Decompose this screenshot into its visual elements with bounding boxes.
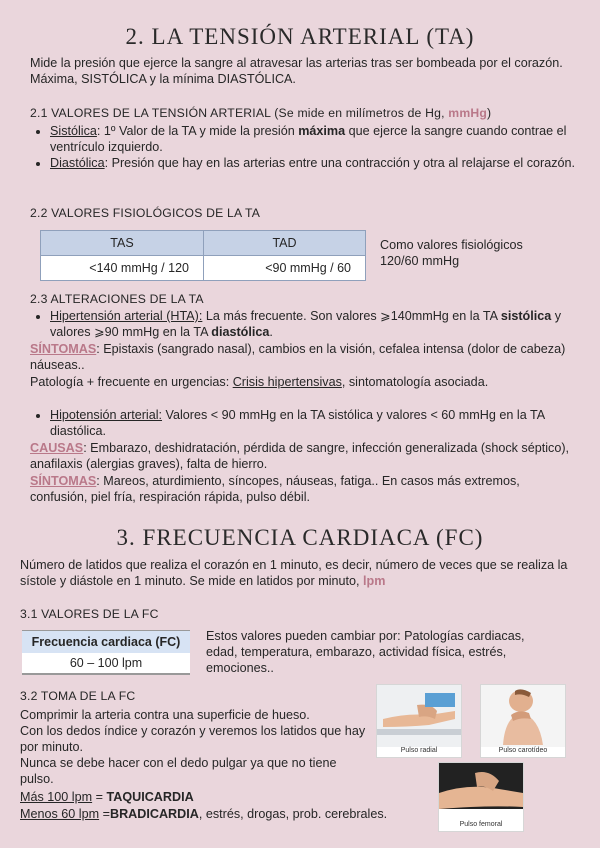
toma-line-2: Con los dedos índice y corazón y veremos los latidos que hay por minuto. <box>20 724 366 754</box>
table-note: Como valores fisiológicos 120/60 mmHg <box>380 238 523 268</box>
photo-pulso-radial <box>376 684 462 758</box>
bradicardia-line <box>20 806 450 822</box>
photo-pulso-carotideo <box>480 684 566 758</box>
hipo-sintomas <box>30 473 570 505</box>
table-cell-tas: <140 mmHg / 120 <box>41 256 204 281</box>
s22-title: 2.2 VALORES FISIOLÓGICOS DE LA TA <box>30 206 261 220</box>
femoral-pulse-image <box>439 763 523 821</box>
hta-text2: y valores ⩾90 mmHg en la TA <box>50 309 562 339</box>
list-item-diastolica <box>50 155 580 171</box>
s31-title: 3.1 VALORES DE LA FC <box>20 607 159 621</box>
diastolica-text: : Presión que hay en las arterias entre una contracción y otra al relajarse el corazón. <box>104 156 576 170</box>
s21-title <box>30 106 580 120</box>
taquicardia-label: TAQUICARDIA <box>106 790 194 804</box>
toma-text <box>20 707 370 787</box>
hta-sintomas <box>30 341 570 373</box>
fc-intro <box>20 557 580 589</box>
fc-table-header: Frecuencia cardiaca (FC) <box>22 631 190 653</box>
sistolica-text2: que ejerce la sangre cuando contrae el ventrículo izquierdo. <box>50 124 567 154</box>
diastolica-term: Diastólica <box>50 156 105 170</box>
fc-values-table <box>22 630 190 675</box>
fc-intro-text: Número de latidos que realiza el corazón en 1 minuto, es decir, número de veces que se realiza la sístole y diástole en 1 minuto. Se mide en latidos por minuto, <box>20 558 568 588</box>
table-header-tas: TAS <box>41 231 204 256</box>
caption-pulso-carotideo: Pulso carotídeo <box>498 747 548 754</box>
toma-line-1: Comprimir la arteria contra una superficie de hueso. <box>20 708 310 722</box>
s32-title: 3.2 TOMA DE LA FC <box>20 689 136 703</box>
ta-values-list <box>30 123 580 171</box>
fc-unit: lpm <box>363 574 386 588</box>
urgencias-line <box>30 374 575 390</box>
table-cell-tad: <90 mmHg / 60 <box>204 256 366 281</box>
sintomas-label: SÍNTOMAS <box>30 342 97 356</box>
s21-close: ) <box>487 106 492 120</box>
causas-label: CAUSAS <box>30 441 84 455</box>
s21-unit: mmHg <box>448 106 488 120</box>
carotid-pulse-image <box>481 685 565 747</box>
hta-sintomas-text: : Epistaxis (sangrado nasal), cambios en la visión, cefalea intensa (dolor de cabeza) náuseas.. <box>30 342 566 372</box>
hta-list <box>30 308 590 340</box>
hipo-sintomas-text: : Mareos, aturdimiento, síncopes, náuseas, fatiga.. En casos más extremos, confusión, piel fría, respiración rápida, pulso débil. <box>30 474 520 504</box>
urgencias-text2: , sintomatología asociada. <box>341 375 489 389</box>
hta-bold1: sistólica <box>500 309 552 323</box>
crisis-hipertensivas: Crisis hipertensivas <box>232 375 342 389</box>
table-header-tad: TAD <box>204 231 366 256</box>
bradicardia-text: , estrés, drogas, prob. cerebrales. <box>198 807 388 821</box>
hipotension-term: Hipotensión arterial: <box>50 408 163 422</box>
hta-term: Hipertensión arterial (HTA): <box>50 309 203 323</box>
taquicardia-line <box>20 789 440 805</box>
hta-text3: . <box>269 325 273 339</box>
photo-pulso-femoral <box>438 762 524 832</box>
urgencias-text: Patología + frecuente en urgencias: <box>30 375 233 389</box>
s21-title-text: 2.1 VALORES DE LA TENSIÓN ARTERIAL (Se mide en milímetros de Hg, <box>30 106 449 120</box>
taqui-range: Más 100 lpm <box>20 790 93 804</box>
hipotension-text: Valores < 90 mmHg en la TA sistólica y valores < 60 mmHg en la TA diastólica. <box>50 408 545 438</box>
fc-table-value: 60 – 100 lpm <box>69 656 143 670</box>
hta-text1: La más frecuente. Son valores ⩾140mmHg en la TA <box>202 309 501 323</box>
ta-values-table <box>40 230 366 281</box>
sistolica-text: : 1º Valor de la TA y mide la presión <box>96 124 299 138</box>
section-3-title: 3. FRECUENCIA CARDIACA (FC) <box>116 525 484 550</box>
radial-pulse-image <box>377 685 461 747</box>
taqui-eq: = <box>92 790 107 804</box>
ta-intro: Mide la presión que ejerce la sangre al atravesar las arterias tras ser bombeada por el corazón. Máxima, SISTÓLICA y la mínima DIASTÓLICA. <box>30 56 563 86</box>
section-2-title: 2. LA TENSIÓN ARTERIAL (TA) <box>125 24 475 49</box>
bradicardia-label: BRADICARDIA <box>109 807 199 821</box>
bradi-eq: = <box>99 807 110 821</box>
sistolica-term: Sistólica <box>50 124 97 138</box>
hipo-list <box>30 407 590 439</box>
s23-title: 2.3 ALTERACIONES DE LA TA <box>30 292 204 306</box>
bradi-range: Menos 60 lpm <box>20 807 100 821</box>
causas-text: : Embarazo, deshidratación, pérdida de sangre, infección generalizada (shock séptico), anafilaxis (alergias graves), falta de hierro. <box>30 441 570 471</box>
caption-pulso-femoral: Pulso femoral <box>459 821 503 828</box>
fc-note: Estos valores pueden cambiar por: Patologías cardiacas, edad, temperatura, embarazo, actividad física, estrés, emociones.. <box>206 629 525 675</box>
caption-pulso-radial: Pulso radial <box>400 747 438 754</box>
hta-bold2: diastólica <box>211 325 270 339</box>
toma-line-3: Nunca se debe hacer con el dedo pulgar ya que no tiene pulso. <box>20 756 337 786</box>
sistolica-bold: máxima <box>298 124 346 138</box>
causas <box>30 440 570 472</box>
list-item-hta <box>50 308 590 340</box>
list-item-sistolica <box>50 123 580 155</box>
sintomas-label-2: SÍNTOMAS <box>30 474 97 488</box>
list-item-hipotension <box>50 407 590 439</box>
